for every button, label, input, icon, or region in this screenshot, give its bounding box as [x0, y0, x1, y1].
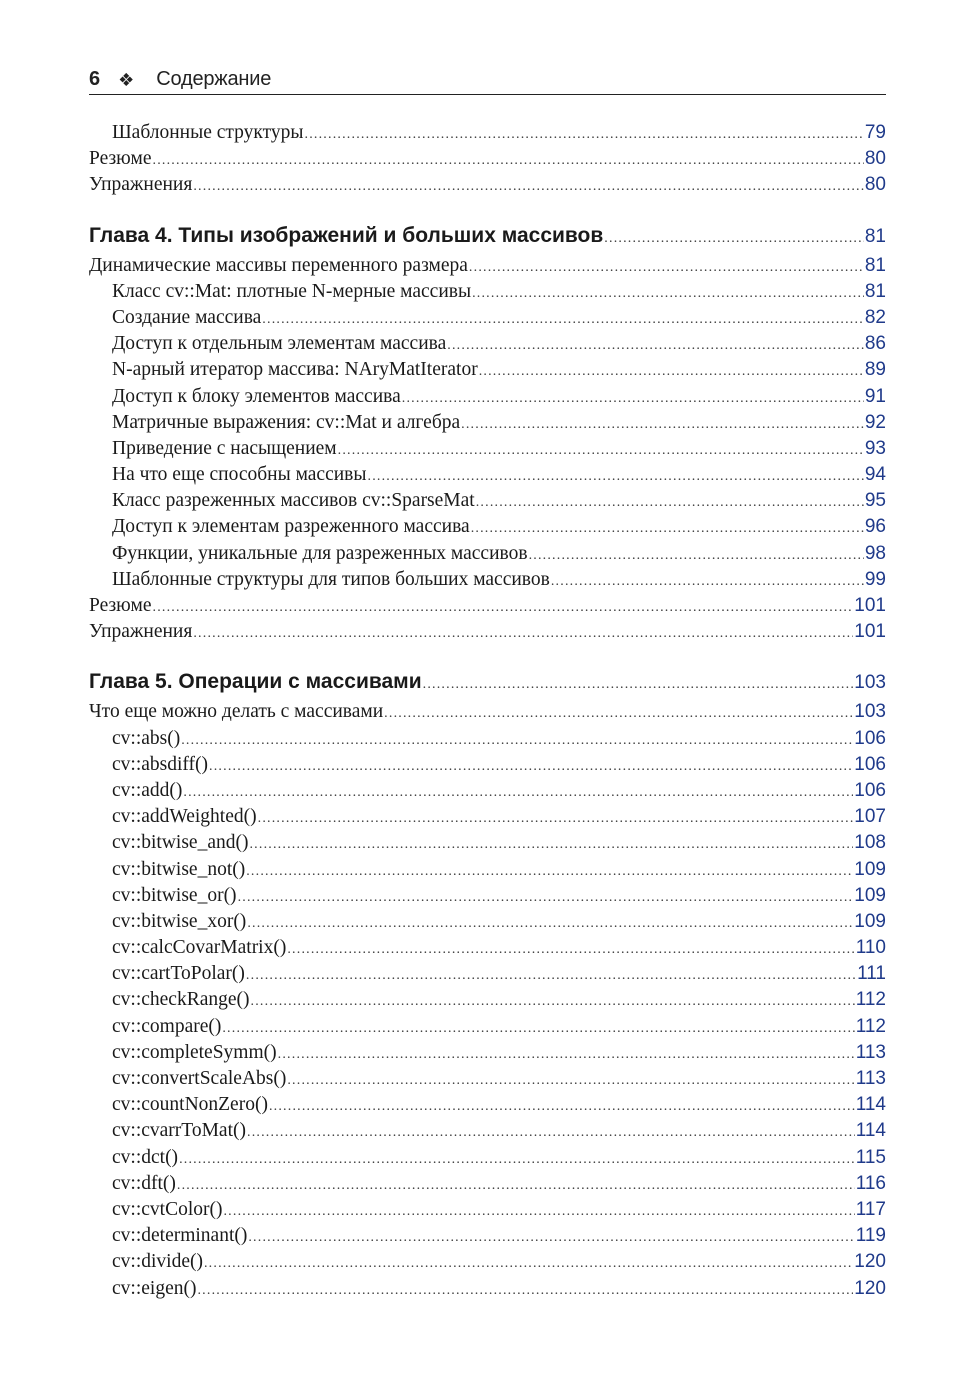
toc-entry[interactable]	[89, 410, 886, 436]
toc-entry-label: cv::bitwise_or()	[112, 884, 237, 906]
toc-entry-label: cv::cvtColor()	[112, 1198, 223, 1220]
toc-entry[interactable]	[89, 357, 886, 383]
dot-leader	[469, 255, 864, 281]
dot-leader	[305, 122, 864, 148]
toc-page-number[interactable]: 99	[864, 568, 886, 590]
dot-leader	[247, 1120, 855, 1146]
toc-entry[interactable]	[89, 1223, 886, 1249]
toc-entry-label: cv::cartToPolar()	[112, 963, 245, 985]
toc-entry[interactable]	[89, 120, 886, 146]
toc-entry-label: cv::abs()	[112, 727, 181, 749]
dot-leader	[222, 1016, 854, 1042]
toc-page-number[interactable]: 119	[855, 1225, 886, 1247]
toc-entry-label: Создание массива	[112, 306, 262, 328]
toc-entry-label: N-арный итератор массива: NAryMatIterator	[112, 359, 478, 381]
toc-entry-label: Доступ к элементам разреженного массива	[112, 516, 470, 538]
toc-page-number[interactable]: 82	[864, 306, 886, 328]
toc-page-number[interactable]: 112	[855, 989, 886, 1011]
toc-entry-label: Динамические массивы переменного размера	[89, 254, 468, 276]
dot-leader	[529, 543, 864, 569]
toc-entry[interactable]	[89, 1014, 886, 1040]
toc-page-number[interactable]: 106	[854, 727, 886, 749]
dot-leader	[269, 1094, 855, 1120]
toc-page-number[interactable]: 106	[854, 753, 886, 775]
toc-page-number[interactable]: 113	[855, 1068, 886, 1089]
dot-leader	[604, 224, 864, 254]
toc-entry-label: Класс cv::Mat: плотные N-мерные массивы	[112, 280, 472, 302]
toc-entry-label: cv::countNonZero()	[112, 1094, 268, 1116]
dot-leader	[223, 1199, 854, 1225]
dot-leader	[423, 670, 854, 700]
toc-page-number[interactable]: 81	[864, 225, 886, 247]
toc-entry[interactable]	[89, 253, 886, 279]
toc-page-number[interactable]: 116	[855, 1172, 886, 1194]
toc-page-number[interactable]: 80	[864, 174, 886, 196]
toc-entry-label: cv::cvarrToMat()	[112, 1120, 246, 1142]
toc-entry-label: Резюме	[89, 595, 152, 616]
toc-entry[interactable]	[89, 462, 886, 488]
toc-entry-label: cv::eigen()	[112, 1277, 197, 1299]
toc-entry-label: cv::checkRange()	[112, 989, 250, 1011]
toc-entry[interactable]	[89, 1092, 886, 1118]
dot-leader	[338, 438, 864, 464]
toc-entry[interactable]	[89, 541, 886, 567]
toc-page-number[interactable]: 113	[855, 1041, 886, 1063]
toc-entry-label: cv::bitwise_xor()	[112, 910, 247, 932]
toc-page-number[interactable]: 109	[854, 910, 886, 932]
toc-entry-label: Доступ к блоку элементов массива	[112, 385, 401, 407]
toc-page-number[interactable]: 109	[854, 858, 886, 880]
toc-entry[interactable]	[89, 146, 886, 172]
toc-entry-label: cv::add()	[112, 779, 183, 801]
toc-page-number[interactable]: 112	[855, 1015, 886, 1037]
toc-entry[interactable]	[89, 1197, 886, 1223]
toc-chapter-heading[interactable]	[89, 667, 886, 697]
running-header	[89, 64, 886, 95]
toc-entry-label: Функции, уникальные для разреженных массивов	[112, 542, 528, 564]
dot-leader	[204, 1251, 853, 1277]
toc-entry-label: Глава 5. Операции с массивами	[89, 670, 422, 694]
dot-leader	[471, 516, 864, 542]
dot-leader	[384, 701, 853, 727]
toc-entry-label: Что еще можно делать с массивами	[89, 701, 384, 723]
dot-leader	[447, 333, 864, 359]
toc-entry-label: Приведение с насыщением	[112, 437, 337, 459]
dot-leader	[262, 307, 864, 333]
toc-entry-label: cv::absdiff()	[112, 753, 209, 775]
toc-entry[interactable]	[89, 514, 886, 540]
toc-page-number[interactable]: 81	[864, 254, 886, 276]
dot-leader	[179, 1147, 855, 1173]
toc-entry-label: На что еще способны массивы	[112, 464, 367, 486]
toc-entry-label: cv::bitwise_and()	[112, 832, 249, 854]
toc-entry[interactable]	[89, 726, 886, 752]
toc-entry[interactable]	[89, 699, 886, 725]
toc-entry[interactable]	[89, 883, 886, 909]
toc-entry-label: cv::dft()	[112, 1172, 176, 1194]
dot-leader	[479, 359, 864, 385]
toc-entry[interactable]	[89, 909, 886, 935]
toc-page-number[interactable]: 120	[854, 1251, 886, 1273]
toc-entry-label: cv::bitwise_not()	[112, 858, 246, 880]
toc-page-number[interactable]: 106	[854, 779, 886, 801]
toc-page-number[interactable]: 117	[855, 1198, 886, 1220]
toc-page-number[interactable]: 115	[855, 1146, 886, 1168]
toc-entry[interactable]	[89, 1171, 886, 1197]
toc-entry[interactable]	[89, 1040, 886, 1066]
dot-leader	[238, 885, 854, 911]
toc-page-number[interactable]: 91	[864, 385, 886, 407]
toc-entry-label: cv::completeSymm()	[112, 1041, 277, 1063]
dot-leader	[181, 728, 853, 754]
toc-page-number[interactable]: 81	[864, 280, 886, 302]
toc-entry-label: Доступ к отдельным элементам массива	[112, 333, 447, 355]
toc-entry[interactable]	[89, 987, 886, 1013]
toc-entry[interactable]	[89, 1066, 886, 1092]
toc-page-number[interactable]: 101	[854, 595, 886, 616]
toc-entry[interactable]	[89, 857, 886, 883]
toc-page-number[interactable]: 120	[854, 1277, 886, 1299]
toc-entry[interactable]	[89, 778, 886, 804]
dot-leader	[472, 281, 864, 307]
book-page	[89, 64, 886, 1302]
toc-entry[interactable]	[89, 619, 886, 645]
toc-entry[interactable]	[89, 488, 886, 514]
header-title: Содержание	[156, 68, 272, 90]
dot-leader	[287, 937, 854, 963]
toc-entry-label: cv::determinant()	[112, 1225, 248, 1247]
toc-page-number[interactable]: 101	[854, 621, 886, 643]
toc-entry-label: Шаблонные структуры для типов больших массивов	[112, 568, 550, 590]
dot-leader	[247, 911, 853, 937]
dot-leader	[193, 621, 853, 647]
toc-page-number[interactable]: 89	[864, 359, 886, 381]
toc-entry[interactable]	[89, 172, 886, 198]
toc-page-number[interactable]: 108	[854, 832, 886, 854]
toc-entry[interactable]	[89, 961, 886, 987]
dot-leader	[368, 464, 864, 490]
toc-entry-label: cv::convertScaleAbs()	[112, 1068, 287, 1089]
dot-leader	[209, 754, 853, 780]
toc-entry-label: cv::compare()	[112, 1015, 222, 1037]
dot-leader	[177, 1173, 855, 1199]
toc-entry[interactable]	[89, 804, 886, 830]
dot-leader	[153, 148, 864, 174]
toc-entry-label: cv::addWeighted()	[112, 806, 257, 828]
dot-leader	[197, 1278, 853, 1304]
dot-leader	[551, 569, 864, 595]
dot-leader	[258, 806, 854, 832]
page-number: 6	[89, 68, 101, 90]
dot-leader	[193, 174, 864, 200]
toc-page-number[interactable]: 109	[854, 884, 886, 906]
dot-leader	[476, 490, 864, 516]
toc-entry-label: Глава 4. Типы изображений и больших массивов	[89, 223, 604, 247]
toc-entry[interactable]	[89, 436, 886, 462]
toc-entry-label: cv::dct()	[112, 1146, 179, 1168]
toc-page-number[interactable]: 114	[855, 1120, 886, 1142]
toc-entry-label: cv::divide()	[112, 1251, 203, 1273]
dot-leader	[246, 963, 856, 989]
toc-page-number[interactable]: 107	[854, 806, 886, 828]
toc-entry[interactable]	[89, 305, 886, 331]
table-of-contents	[89, 120, 886, 1302]
dot-leader	[461, 412, 864, 438]
ornament-icon: ❖	[118, 70, 135, 90]
toc-page-number[interactable]: 103	[854, 701, 886, 723]
toc-page-number[interactable]: 98	[864, 542, 886, 564]
toc-entry[interactable]	[89, 567, 886, 593]
toc-page-number[interactable]: 93	[864, 437, 886, 459]
toc-page-number[interactable]: 110	[855, 937, 886, 959]
toc-chapter-heading[interactable]	[89, 221, 886, 251]
toc-entry[interactable]	[89, 279, 886, 305]
toc-entry-label: Класс разреженных массивов cv::SparseMat	[112, 490, 475, 512]
toc-page-number[interactable]: 92	[864, 411, 886, 433]
toc-page-number[interactable]: 86	[864, 333, 886, 355]
toc-entry[interactable]	[89, 331, 886, 357]
toc-entry[interactable]	[89, 935, 886, 961]
toc-page-number[interactable]: 95	[864, 490, 886, 512]
toc-entry-label: Шаблонные структуры	[112, 122, 304, 143]
toc-entry-label: Резюме	[89, 148, 152, 170]
toc-entry[interactable]	[89, 830, 886, 856]
toc-page-number[interactable]: 114	[855, 1094, 886, 1116]
dot-leader	[287, 1068, 854, 1094]
toc-page-number[interactable]: 103	[854, 672, 886, 694]
toc-entry[interactable]	[89, 752, 886, 778]
toc-page-number[interactable]: 96	[864, 516, 886, 538]
toc-entry[interactable]	[89, 1118, 886, 1144]
toc-entry-label: Матричные выражения: cv::Mat и алгебра	[112, 411, 461, 433]
toc-entry[interactable]	[89, 384, 886, 410]
toc-page-number[interactable]: 79	[864, 122, 886, 143]
dot-leader	[278, 1042, 855, 1068]
toc-entry[interactable]	[89, 1145, 886, 1171]
dot-leader	[249, 832, 853, 858]
toc-page-number[interactable]: 111	[857, 963, 886, 985]
toc-entry[interactable]	[89, 593, 886, 619]
dot-leader	[183, 780, 853, 806]
dot-leader	[248, 1225, 854, 1251]
toc-entry-label: cv::calcCovarMatrix()	[112, 937, 287, 959]
toc-entry-label: Упражнения	[89, 621, 193, 643]
dot-leader	[153, 595, 854, 621]
dot-leader	[402, 386, 864, 412]
toc-entry[interactable]	[89, 1249, 886, 1275]
toc-entry-label: Упражнения	[89, 174, 193, 196]
toc-entry[interactable]	[89, 1276, 886, 1302]
dot-leader	[246, 859, 853, 885]
dot-leader	[251, 989, 855, 1015]
toc-page-number[interactable]: 94	[864, 464, 886, 486]
toc-page-number[interactable]: 80	[864, 148, 886, 170]
